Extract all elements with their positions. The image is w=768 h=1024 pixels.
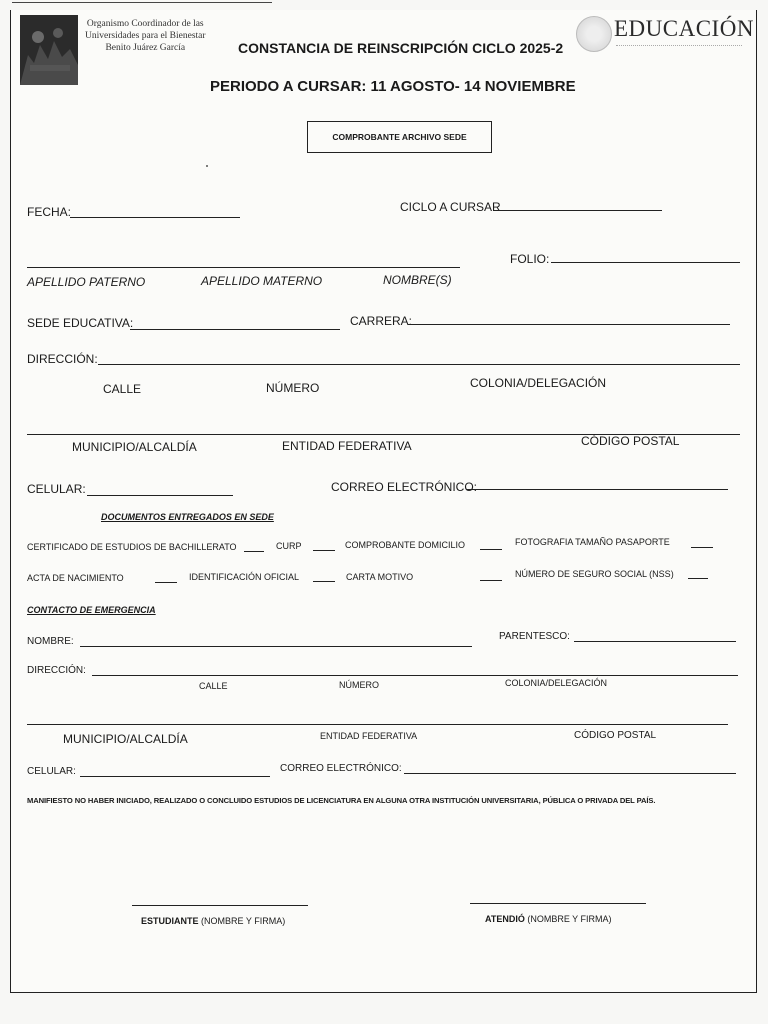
emergency-heading: CONTACTO DE EMERGENCIA (27, 605, 156, 615)
nombres-label: NOMBRE(S) (383, 273, 452, 287)
brand-underline (616, 45, 742, 46)
doc-curp-label: CURP (276, 541, 302, 551)
emergency-calle-label: CALLE (199, 681, 228, 691)
doc-identificacion-label: IDENTIFICACIÓN OFICIAL (189, 572, 300, 582)
doc-identificacion-check[interactable] (313, 581, 335, 582)
scan-dot (206, 165, 208, 167)
doc-carta-check[interactable] (480, 580, 502, 581)
folio-field[interactable] (551, 262, 740, 263)
emergency-celular-field[interactable] (80, 776, 270, 777)
emergency-direccion-field[interactable] (92, 675, 738, 676)
emergency-municipio-field[interactable] (27, 724, 728, 725)
form-page (10, 10, 757, 993)
doc-fotografia-check[interactable] (691, 547, 713, 548)
correo-label: CORREO ELECTRÓNICO: (331, 480, 478, 494)
government-seal-icon (576, 16, 612, 52)
declaration-text: MANIFIESTO NO HABER INICIADO, REALIZADO O CONCLUIDO ESTUDIOS DE LICENCIATURA EN ALGUNA OTRA INSTITUCIÓN UNIVERSITARIA, PÚBLICA O PRIVADA DEL PAÍS. (27, 796, 656, 805)
attended-signature-field[interactable] (470, 903, 646, 904)
emergency-correo-label: CORREO ELECTRÓNICO: (280, 763, 402, 774)
organization-name: Organismo Coordinador de las Universidades para el Bienestar Benito Juárez García (85, 19, 206, 53)
correo-field[interactable] (467, 489, 728, 490)
entidad-label: ENTIDAD FEDERATIVA (282, 439, 412, 453)
doc-comprobante-check[interactable] (480, 549, 502, 550)
documents-heading: DOCUMENTOS ENTREGADOS EN SEDE (101, 512, 274, 522)
direccion-label: DIRECCIÓN: (27, 352, 98, 366)
attended-signature-label: ATENDIÓ (NOMBRE Y FIRMA) (485, 914, 612, 924)
emergency-celular-label: CELULAR: (27, 766, 76, 777)
numero-label: NÚMERO (266, 381, 320, 395)
apellido-materno-label: APELLIDO MATERNO (201, 274, 323, 288)
folio-label: FOLIO: (510, 252, 550, 266)
emergency-entidad-label: ENTIDAD FEDERATIVA (320, 731, 418, 741)
period-title: PERIODO A CURSAR: 11 AGOSTO- 14 NOVIEMBRE (210, 78, 576, 95)
doc-certificado-check[interactable] (244, 551, 264, 552)
form-title: CONSTANCIA DE REINSCRIPCIÓN CICLO 2025-2 (238, 40, 564, 56)
top-rule (12, 2, 272, 3)
sede-label: SEDE EDUCATIVA: (27, 316, 134, 330)
doc-nss-check[interactable] (688, 578, 708, 579)
brand-educacion: EDUCACIÓN (614, 16, 754, 41)
emergency-correo-field[interactable] (404, 773, 736, 774)
archive-box-label: COMPROBANTE ARCHIVO SEDE (307, 121, 492, 153)
full-name-field[interactable] (27, 267, 460, 268)
emergency-direccion-label: DIRECCIÓN: (27, 665, 86, 676)
apellido-paterno-label: APELLIDO PATERNO (27, 275, 146, 289)
ciclo-field[interactable] (494, 210, 662, 211)
celular-label: CELULAR: (27, 482, 86, 496)
doc-comprobante-label: COMPROBANTE DOMICILIO (345, 540, 466, 550)
doc-curp-check[interactable] (313, 550, 335, 551)
emergency-nombre-label: NOMBRE: (27, 636, 74, 647)
calle-label: CALLE (103, 382, 142, 396)
doc-carta-label: CARTA MOTIVO (346, 572, 414, 582)
emergency-cp-label: CÓDIGO POSTAL (574, 730, 657, 741)
emergency-parentesco-field[interactable] (574, 641, 736, 642)
ciclo-label: CICLO A CURSAR (400, 200, 501, 214)
university-logo-image (20, 15, 78, 85)
doc-nss-label: NÚMERO DE SEGURO SOCIAL (NSS) (515, 569, 674, 579)
carrera-label: CARRERA: (350, 314, 413, 328)
direccion-field[interactable] (98, 364, 740, 365)
emergency-nombre-field[interactable] (80, 646, 472, 647)
doc-certificado-label: CERTIFICADO DE ESTUDIOS DE BACHILLERATO (27, 542, 237, 552)
doc-acta-label: ACTA DE NACIMIENTO (27, 573, 124, 583)
student-signature-field[interactable] (132, 905, 308, 906)
fecha-label: FECHA: (27, 205, 72, 219)
sede-field[interactable] (130, 329, 340, 330)
emergency-numero-label: NÚMERO (339, 680, 379, 690)
cp-label: CÓDIGO POSTAL (581, 434, 680, 448)
colonia-label: COLONIA/DELEGACIÓN (470, 376, 607, 390)
doc-acta-check[interactable] (155, 582, 177, 583)
fecha-field[interactable] (70, 217, 240, 218)
emergency-municipio-label: MUNICIPIO/ALCALDÍA (63, 732, 188, 746)
emergency-parentesco-label: PARENTESCO: (499, 631, 570, 642)
emergency-colonia-label: COLONIA/DELEGACIÓN (505, 678, 608, 688)
carrera-field[interactable] (408, 324, 730, 325)
student-signature-label: ESTUDIANTE (NOMBRE Y FIRMA) (141, 916, 286, 926)
celular-field[interactable] (87, 495, 233, 496)
doc-fotografia-label: FOTOGRAFIA TAMAÑO PASAPORTE (515, 537, 670, 547)
municipio-label: MUNICIPIO/ALCALDÍA (72, 440, 197, 454)
